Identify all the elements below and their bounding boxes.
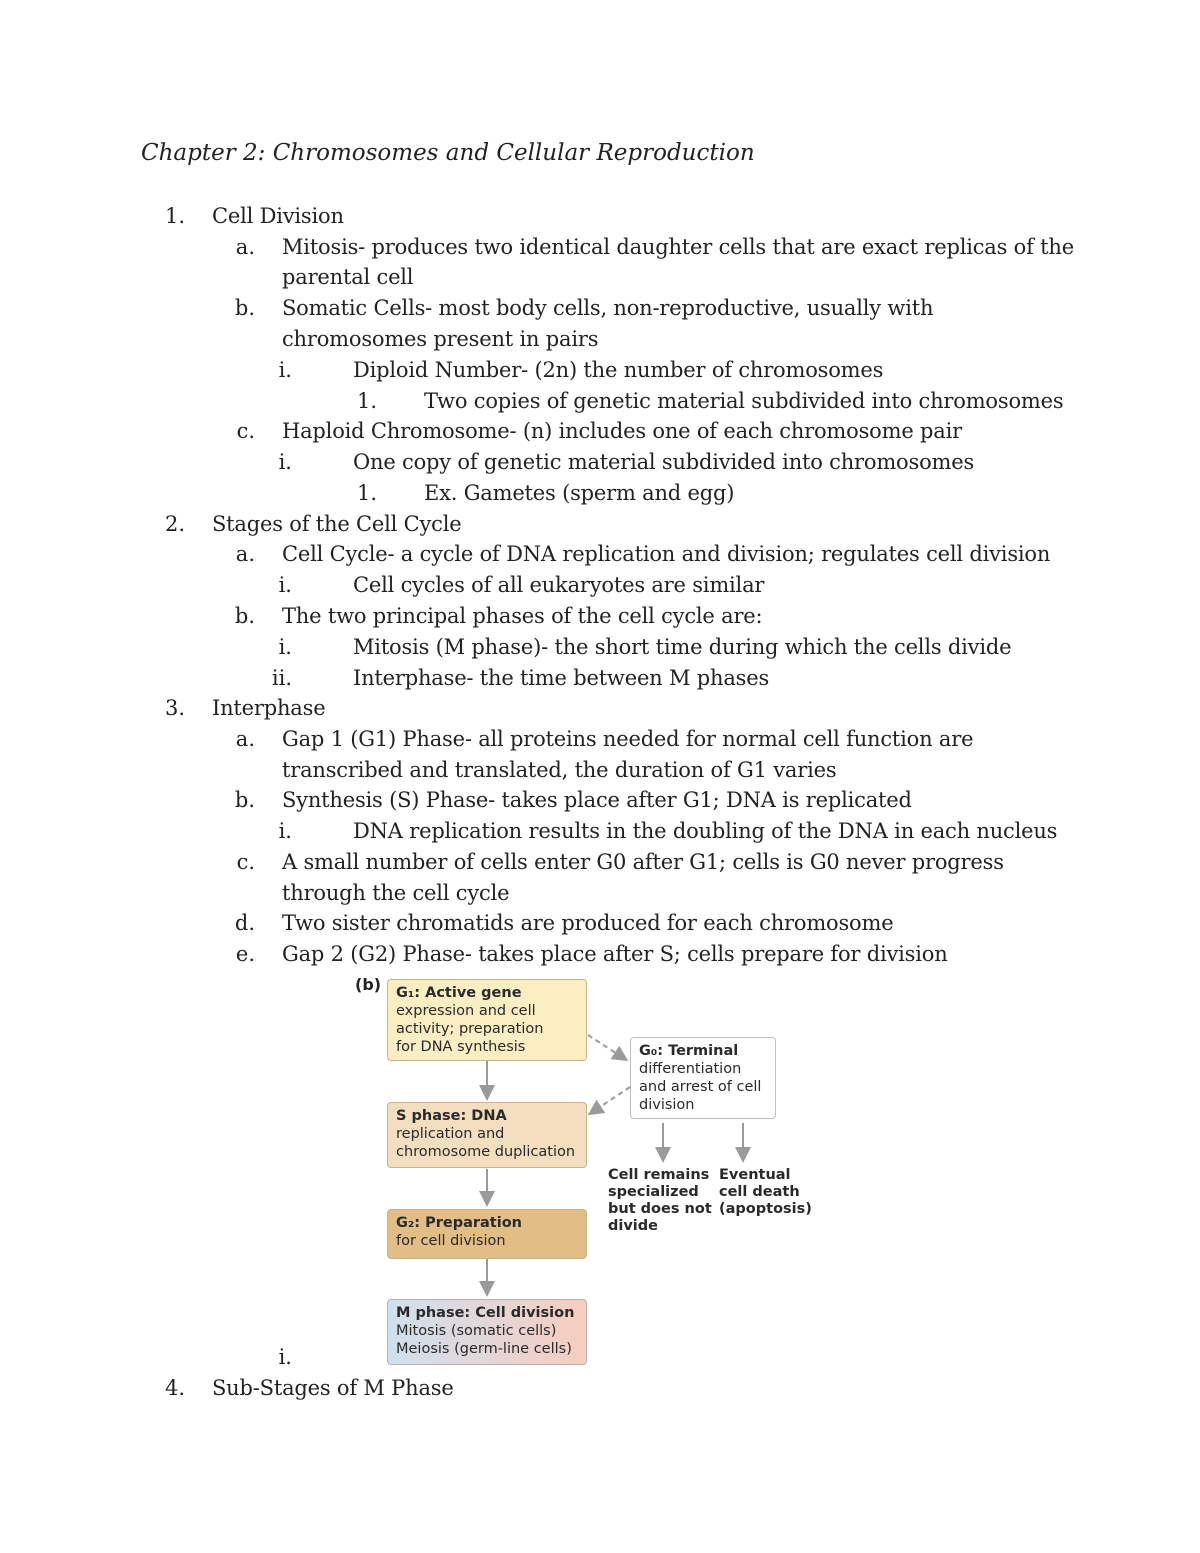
s-line: chromosome duplication: [396, 1144, 576, 1160]
outline-marker: c.: [236, 419, 255, 443]
outline-marker: 1.: [356, 481, 377, 505]
arrow-g1-g0: [588, 1035, 625, 1059]
outline-text: The two principal phases of the cell cycle are:: [282, 604, 763, 628]
outline-marker: a.: [235, 542, 255, 566]
g1-line: for DNA synthesis: [396, 1039, 526, 1055]
outline-marker: b.: [234, 296, 255, 320]
arrow-g0-s: [591, 1087, 630, 1113]
outline-marker: i.: [278, 819, 292, 843]
outline-marker: i.: [278, 573, 292, 597]
outline-marker: e.: [235, 942, 255, 966]
s-phase-box: [387, 1102, 587, 1168]
outcome-line: but does not: [608, 1201, 712, 1217]
g1-line: activity; preparation: [396, 1021, 544, 1037]
page-title: Chapter 2: Chromosomes and Cellular Reproduction: [141, 140, 755, 166]
g0-line: division: [639, 1097, 695, 1113]
outcome-line: cell death: [719, 1184, 800, 1200]
m-phase-box: [387, 1299, 587, 1365]
g2-head: G₂: Preparation: [396, 1215, 522, 1231]
outline-text: transcribed and translated, the duration of G1 varies: [282, 758, 837, 782]
outline-marker: d.: [234, 911, 255, 935]
outcome-apoptosis: [719, 1167, 812, 1218]
outline-text: Gap 1 (G1) Phase- all proteins needed for normal cell function are: [282, 727, 974, 751]
m-line: Mitosis (somatic cells): [396, 1323, 557, 1339]
outline-marker: b.: [234, 788, 255, 812]
outline-marker: i.: [278, 635, 292, 659]
outline-text: A small number of cells enter G0 after G1; cells is G0 never progress: [282, 850, 1004, 874]
outline-text: chromosomes present in pairs: [282, 327, 599, 351]
outline-text: Cell cycles of all eukaryotes are similar: [353, 573, 765, 597]
outline-marker: 4.: [164, 1376, 185, 1400]
outcome-line: divide: [608, 1218, 658, 1234]
outline-text: Interphase- the time between M phases: [353, 666, 770, 690]
outcome-line: (apoptosis): [719, 1201, 812, 1217]
g0-head: G₀: Terminal: [639, 1043, 739, 1059]
s-head: S phase: DNA: [396, 1108, 507, 1124]
outline-marker: 2.: [164, 512, 185, 536]
outcome-line: Eventual: [719, 1167, 791, 1183]
outline-text: Diploid Number- (2n) the number of chromosomes: [353, 358, 884, 382]
outline-marker: 1.: [164, 204, 185, 228]
outline-text: Stages of the Cell Cycle: [212, 512, 462, 536]
outline-text: through the cell cycle: [282, 881, 510, 905]
outline-text: Interphase: [212, 696, 326, 720]
outcome-line: Cell remains: [608, 1167, 710, 1183]
g2-phase-box: [387, 1209, 587, 1259]
m-line: Meiosis (germ-line cells): [396, 1341, 572, 1357]
outline-text: Synthesis (S) Phase- takes place after G1; DNA is replicated: [282, 788, 912, 812]
outline-marker: i.: [278, 358, 292, 382]
outline-text: Ex. Gametes (sperm and egg): [424, 481, 735, 505]
outline-text: One copy of genetic material subdivided into chromosomes: [353, 450, 975, 474]
g0-line: differentiation: [639, 1061, 742, 1077]
outline-text: DNA replication results in the doubling of the DNA in each nucleus: [353, 819, 1058, 843]
outline-text: Two sister chromatids are produced for each chromosome: [282, 911, 894, 935]
outline-marker: a.: [235, 727, 255, 751]
outline-text: Two copies of genetic material subdivided into chromosomes: [424, 389, 1064, 413]
outline-marker: i.: [278, 450, 292, 474]
outline-text: Mitosis- produces two identical daughter cells that are exact replicas of the: [282, 235, 1074, 259]
g1-line: expression and cell: [396, 1003, 536, 1019]
outline-marker: ii.: [271, 666, 292, 690]
outline-marker: b.: [234, 604, 255, 628]
outline-text: Cell Division: [212, 204, 344, 228]
outline-text: parental cell: [282, 265, 414, 289]
m-head: M phase: Cell division: [396, 1305, 575, 1321]
outline-text: Cell Cycle- a cycle of DNA replication and division; regulates cell division: [282, 542, 1051, 566]
g0-line: and arrest of cell: [639, 1079, 762, 1095]
outline-marker: c.: [236, 850, 255, 874]
outline-marker: 3.: [164, 696, 185, 720]
panel-label: (b): [355, 975, 382, 994]
outline-text: Sub-Stages of M Phase: [212, 1376, 454, 1400]
outcome-specialized: [608, 1167, 712, 1235]
g0-phase-box: [630, 1037, 776, 1119]
g1-head: G₁: Active gene: [396, 985, 522, 1001]
cell-cycle-figure: [355, 975, 815, 1370]
outline-marker: a.: [235, 235, 255, 259]
outcome-line: specialized: [608, 1184, 699, 1200]
g2-line: for cell division: [396, 1233, 506, 1249]
outline-text: Mitosis (M phase)- the short time during which the cells divide: [353, 635, 1012, 659]
outline-marker: 1.: [356, 389, 377, 413]
outline-text: Somatic Cells- most body cells, non-reproductive, usually with: [282, 296, 934, 320]
outline-text: Haploid Chromosome- (n) includes one of each chromosome pair: [282, 419, 962, 443]
g1-phase-box: [387, 979, 587, 1061]
outline-text: Gap 2 (G2) Phase- takes place after S; cells prepare for division: [282, 942, 948, 966]
outline-marker: i.: [278, 1345, 292, 1369]
s-line: replication and: [396, 1126, 505, 1142]
